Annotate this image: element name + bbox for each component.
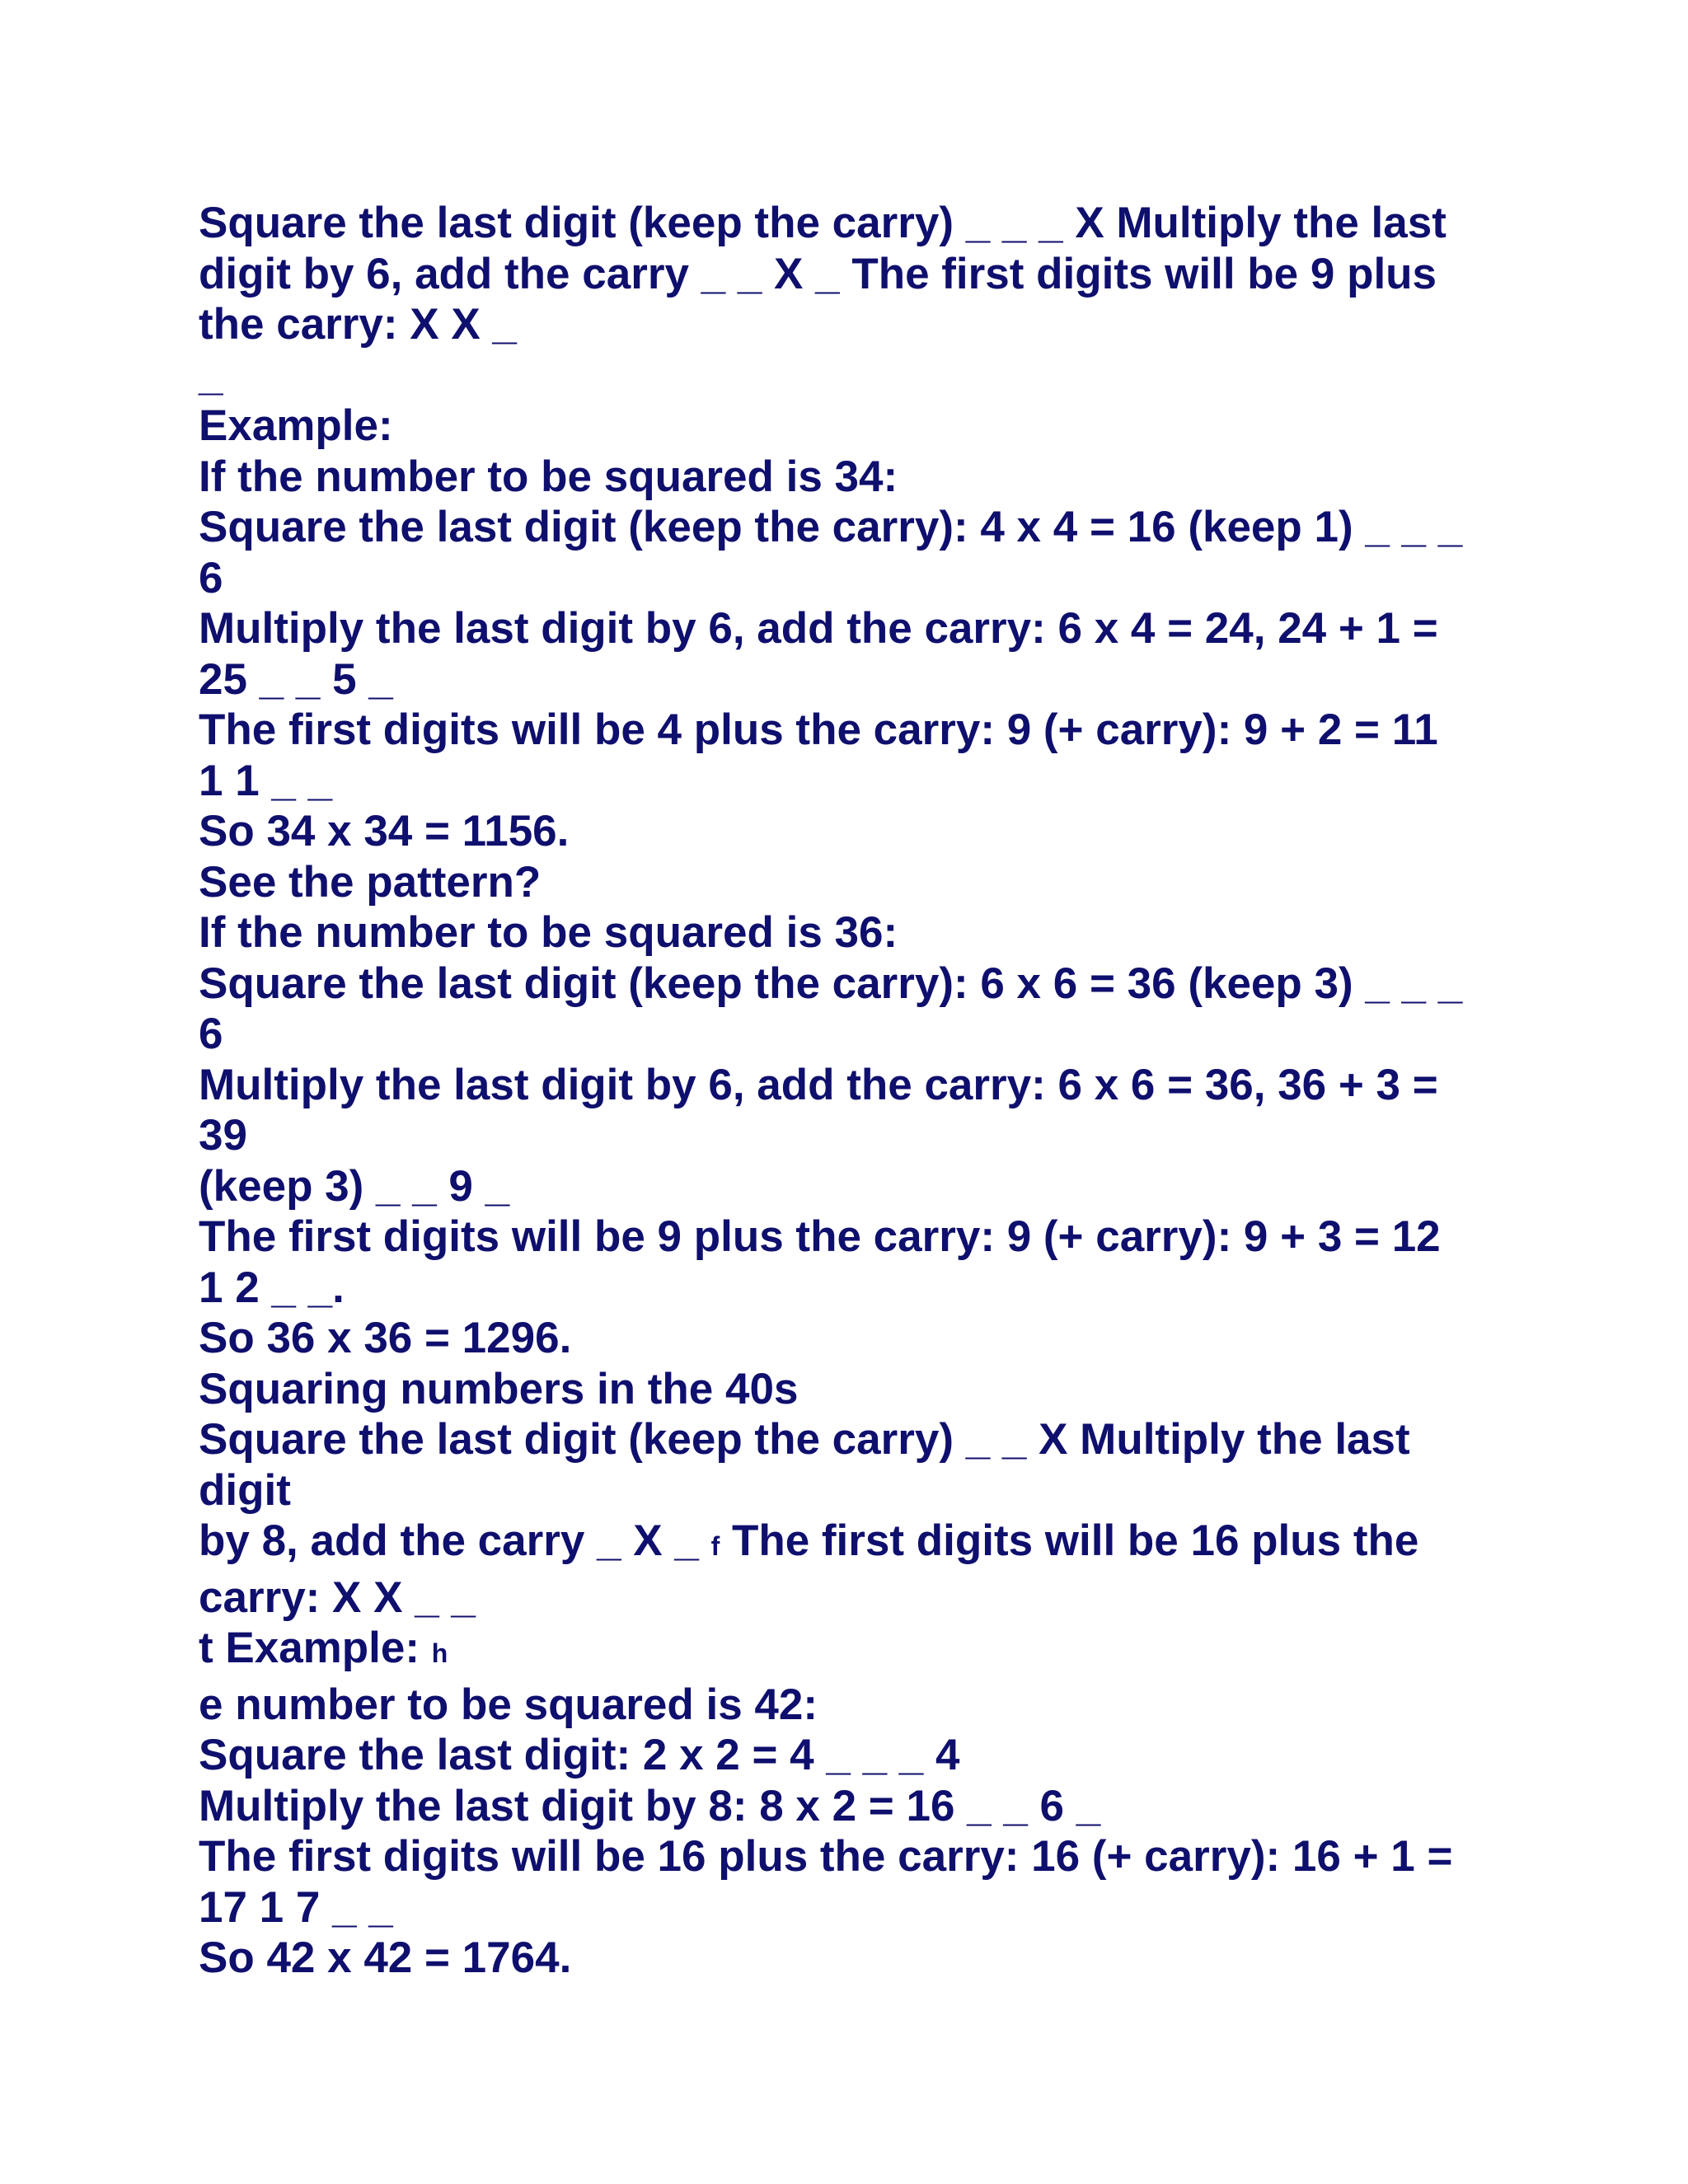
text-line: So 34 x 34 = 1156.: [199, 807, 570, 855]
text-line: 39: [199, 1111, 247, 1160]
section-heading: Squaring numbers in the 40s: [199, 1364, 799, 1413]
text-line: So 36 x 36 = 1296.: [199, 1314, 572, 1362]
text-line: digit by 6, add the carry _ _ X _ The first digits will be 9 plus: [199, 249, 1437, 298]
text-line: So 42 x 42 = 1764.: [199, 1933, 572, 1982]
text-line: Multiply the last digit by 6, add the carry: 6 x 6 = 36, 36 + 3 =: [199, 1060, 1438, 1109]
text-line: Square the last digit (keep the carry): 6 x 6 = 36 (keep 3) _ _ _: [199, 958, 1463, 1008]
text-line: If the number to be squared is 34:: [199, 452, 898, 501]
text-line: e number to be squared is 42:: [199, 1680, 818, 1729]
text-line: the carry: X X _: [199, 300, 517, 349]
text-line: The first digits will be 9 plus the carry: 9 (+ carry): 9 + 3 = 12: [199, 1212, 1441, 1261]
text-line: Multiply the last digit by 6, add the carry: 6 x 4 = 24, 24 + 1 =: [199, 604, 1438, 653]
text-line: 6: [199, 1010, 223, 1058]
text-fragment: The first digits will be 16 plus the: [720, 1516, 1419, 1565]
text-line: The first digits will be 4 plus the carry: 9 (+ carry): 9 + 2 = 11: [199, 705, 1438, 754]
text-line: 6: [199, 553, 223, 602]
text-line: If the number to be squared is 36:: [199, 908, 898, 957]
document-body: [199, 198, 1484, 1984]
text-line: Square the last digit (keep the carry) _ _ X Multiply the last: [199, 1415, 1410, 1464]
text-line: digit: [199, 1465, 291, 1515]
text-line: 17 1 7 _ _: [199, 1882, 393, 1932]
text-fragment: t Example:: [199, 1624, 432, 1672]
text-line: Square the last digit: 2 x 2 = 4 _ _ _ 4: [199, 1731, 960, 1779]
text-line: 25 _ _ 5 _: [199, 654, 393, 704]
example-heading: Example:: [199, 401, 393, 450]
text-line: carry: X X _ _: [199, 1572, 476, 1622]
text-line: 1 2 _ _.: [199, 1263, 345, 1312]
text-line: _: [199, 350, 223, 400]
text-line: The first digits will be 16 plus the carry: 16 (+ carry): 16 + 1 =: [199, 1832, 1453, 1881]
stray-glyph: f: [710, 1531, 720, 1561]
text-line: Square the last digit (keep the carry) _ _ _ X Multiply the last: [199, 199, 1447, 247]
text-line: Square the last digit (keep the carry): 4 x 4 = 16 (keep 1) _ _ _: [199, 503, 1463, 551]
text-fragment: by 8, add the carry _ X _: [199, 1516, 711, 1565]
text-line: Multiply the last digit by 8: 8 x 2 = 16 _ _ 6 _: [199, 1781, 1101, 1830]
text-line: 1 1 _ _: [199, 756, 333, 805]
stray-glyph: h: [431, 1638, 448, 1668]
text-line: See the pattern?: [199, 857, 542, 907]
text-line: [199, 1516, 1484, 1572]
text-line: [199, 1623, 1484, 1680]
text-line: (keep 3) _ _ 9 _: [199, 1161, 510, 1211]
